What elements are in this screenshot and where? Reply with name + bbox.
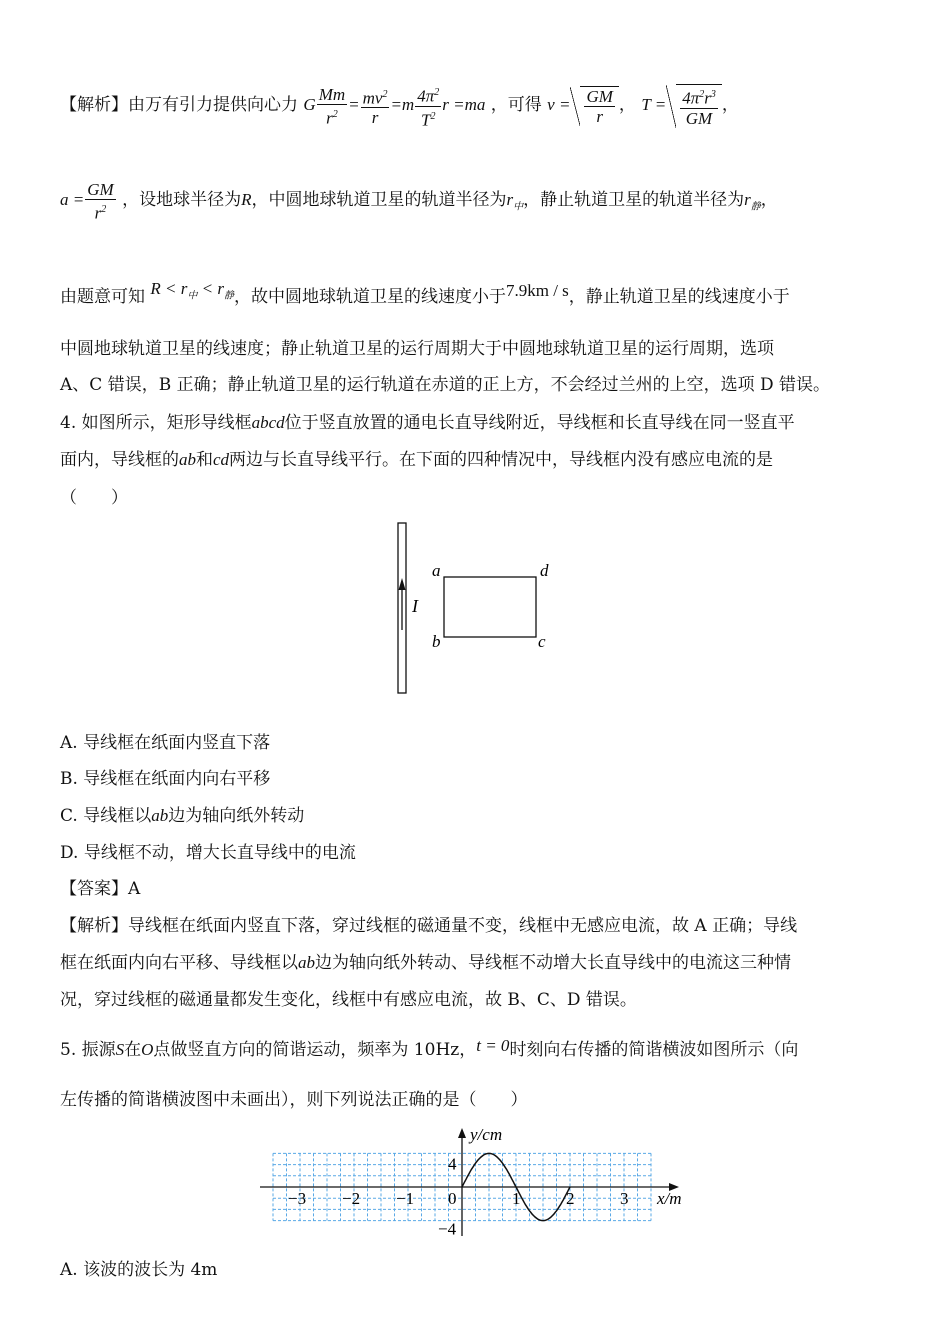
label-a: a [432, 561, 441, 580]
wire-frame-figure [390, 520, 560, 698]
label-c: c [538, 632, 546, 651]
x-tick-label: −2 [342, 1189, 361, 1208]
q5-O: O [141, 1040, 154, 1059]
label-b: b [432, 632, 441, 651]
prev-solution-text: ，可得 [490, 95, 542, 116]
y-axis-arrow [458, 1128, 466, 1138]
q5-text: 在 [124, 1040, 142, 1060]
q5-time: t = 0 [476, 1036, 510, 1055]
q4-ab: ab [179, 450, 196, 469]
q4-stem-line1 [60, 412, 795, 434]
period-equation: T = $\frac{4\pi^2r^3}{GM}$ [641, 95, 722, 114]
q4-text: 面内，导线框的 [60, 450, 179, 470]
q4-abcd: abcd [251, 413, 285, 432]
q5-stem-line1 [60, 1036, 799, 1061]
y-axis-label: y/cm [470, 1125, 503, 1144]
q4-text: 位于竖直放置的通电长直导线附近，导线框和长直导线在同一竖直平 [284, 413, 795, 433]
x-tick-label: 3 [620, 1189, 629, 1208]
q4-paren: （ ） [60, 488, 128, 508]
prev-solution-line4: 中圆地球轨道卫星的线速度；静止轨道卫星的运行周期大于中圆地球轨道卫星的运行周期，选项 [60, 339, 774, 359]
x-tick-label: −1 [396, 1189, 415, 1208]
q4-answer: 【答案】A [60, 879, 141, 899]
y-tick-label-pos: 4 [448, 1154, 457, 1174]
gravity-equation: G $\frac{Mm}{r^2}$ = $\frac{mv^2}{r}$ =m $\frac{4\pi^2}{T^2}$ r =ma [303, 84, 486, 130]
q4-ab: ab [151, 806, 169, 825]
prev-solution-text: ，静止轨道卫星的轨道半径为 [523, 190, 745, 211]
q4-solution-line1: 【解析】导线框在纸面内竖直下落，穿过线框的磁通量不变，线框中无感应电流，故 A 正确；导线 [60, 916, 798, 936]
q4-text: 和 [196, 450, 213, 470]
x-axis-label: x/m [657, 1189, 682, 1208]
q4-option-b: B. 导线框在纸面内向右平移 [60, 769, 271, 789]
y-tick-label-neg: −4 [438, 1219, 457, 1239]
wire-frame [444, 577, 536, 637]
q4-text: 边为轴向纸外转动 [168, 806, 305, 826]
q4-ab: ab [298, 953, 315, 972]
velocity-equation: v = $\frac{GM}{r}$ [547, 95, 619, 114]
prev-solution-line1: 【解析】由万有引力提供向心力 G $\frac{Mm}{r^2}$ = $\frac{mv^2}{r}$ =m $\frac{4\pi^2}{T^2}$ r =ma ，可得 v = $\frac{GM}{r}$ ， T = $\frac{4\pi^2r^3}{GM}$ ， [60, 84, 739, 130]
subscript-mid: 中 [513, 201, 524, 213]
prev-solution-text: ，中圆地球轨道卫星的轨道半径为 [251, 190, 507, 211]
q5-text: 5. 振源 [60, 1040, 116, 1060]
acceleration-equation: a = $\frac{GM}{r^2}$ [60, 180, 114, 223]
q4-option-d: D. 导线框不动，增大长直导线中的电流 [60, 843, 356, 863]
prev-solution-line2: a = $\frac{GM}{r^2}$ ，设地球半径为R，中圆地球轨道卫星的轨道半径为$r_中$，静止轨道卫星的轨道半径为$r_静$， [60, 180, 778, 223]
current-arrow-head [399, 578, 406, 590]
q4-text: 边为轴向纸外转动、导线框不动增大长直导线中的电流这三种情 [315, 953, 791, 973]
q4-cd: cd [213, 450, 230, 469]
prev-solution-text: ，设地球半径为 [122, 190, 242, 211]
q4-text: 4. 如图所示，矩形导线框 [60, 413, 252, 433]
q4-option-c [60, 805, 304, 827]
subscript-static: 静 [750, 201, 761, 213]
q4-option-a: A. 导线框在纸面内竖直下落 [60, 733, 271, 753]
q4-stem-line2 [60, 449, 773, 471]
prev-solution-text: ，故中圆地球轨道卫星的线速度小于 [233, 287, 506, 307]
prev-solution-line3 [60, 279, 790, 315]
x-tick-label: 1 [512, 1189, 521, 1208]
speed-value: 7.9km / s [505, 281, 569, 300]
prev-solution-text: 【解析】由万有引力提供向心力 [60, 95, 298, 116]
q5-S: S [115, 1040, 125, 1059]
q4-solution-line2 [60, 952, 791, 974]
prev-solution-line5: A、C 错误，B 正确；静止轨道卫星的运行轨道在赤道的正上方，不会经过兰州的上空，选项 D 错误。 [60, 375, 831, 395]
q4-text: 框在纸面内向右平移、导线框以 [60, 953, 298, 973]
q4-text: 两边与长直导线平行。在下面的四种情况中，导线框内没有感应电流的是 [229, 450, 774, 470]
prev-solution-text: 由题意可知 [60, 287, 145, 307]
q5-stem-line2: 左传播的简谐横波图中未画出），则下列说法正确的是（ ） [60, 1090, 528, 1110]
x-tick-label: 2 [566, 1189, 575, 1208]
radius-inequality: $R < r_中 < r_静$ [150, 279, 234, 302]
x-tick-label: −3 [288, 1189, 307, 1208]
q5-text: 点做竖直方向的简谐运动，频率为 10Hz， [153, 1040, 477, 1060]
q4-text: C. 导线框以 [60, 806, 152, 826]
q5-text: 时刻向右传播的简谐横波如图所示（向 [509, 1040, 799, 1060]
q5-option-a: A. 该波的波长为 4m [60, 1260, 218, 1280]
current-label: I [412, 596, 418, 616]
label-d: d [540, 561, 549, 580]
prev-solution-text: ，静止轨道卫星的线速度小于 [568, 287, 790, 307]
wave-chart [255, 1120, 695, 1240]
x-tick-label: 0 [448, 1189, 457, 1208]
q4-solution-line3: 况，穿过线框的磁通量都发生变化，线框中有感应电流，故 B、C、D 错误。 [60, 990, 637, 1010]
